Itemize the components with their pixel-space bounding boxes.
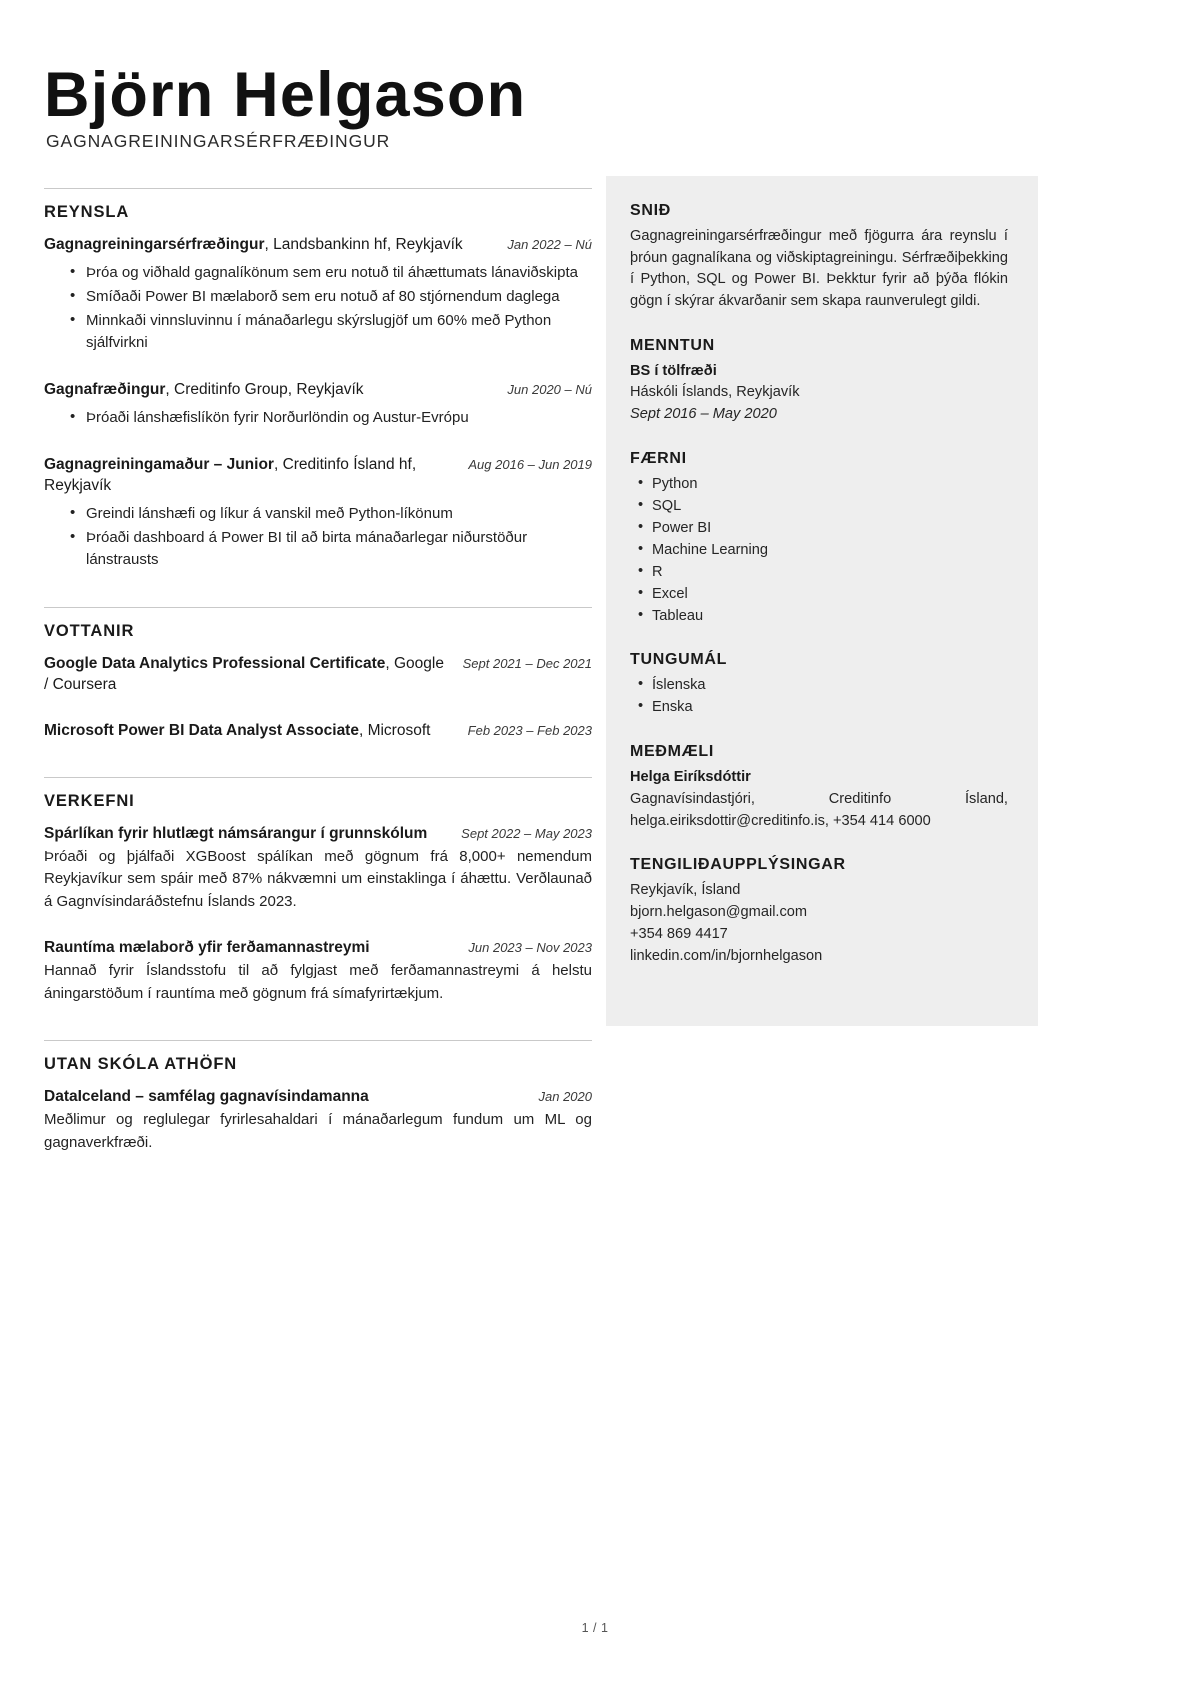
section-certifications — [44, 607, 592, 742]
contact-phone[interactable]: +354 869 4417 — [630, 926, 728, 943]
sidebar-title-profile: SNIÐ — [630, 202, 672, 220]
entry-title — [44, 721, 456, 742]
spacer — [44, 709, 592, 721]
list-item: • Þróaði lánshæfislíkön fyrir Norðurlöndin og Austur-Evrópu — [70, 407, 592, 430]
sidebar-section-references — [630, 743, 1008, 832]
profile-text: Gagnagreiningarsérfræðingur með fjögurra ára reynslu í þróun gagnalíkana og viðskiptagreiningu. Sérfræðiþekking í Python, SQL og Power BI. Þekktur fyrir að þýða flókin gögn í skýrar ákvarðanir sem skapa raunverulegt gildi. — [630, 228, 1008, 309]
entry-org: , Microsoft — [358, 722, 431, 740]
entry-header — [44, 380, 592, 401]
entry-role: Gagnagreiningamaður – Junior — [44, 455, 274, 473]
list-item: • Greindi lánshæfi og líkur á vanskil með Python-líkönum — [70, 503, 592, 526]
entry-header — [44, 654, 592, 696]
entry-header — [44, 455, 592, 497]
list-item: • Machine Learning — [638, 540, 1008, 562]
section-projects — [44, 777, 592, 1005]
main-column — [0, 188, 592, 1167]
list-item: • Íslenska — [638, 675, 1008, 697]
entry-date: Feb 2023 – Feb 2023 — [467, 723, 592, 739]
entry-role: Microsoft Power BI Data Analyst Associate — [44, 722, 359, 740]
section-divider — [44, 188, 592, 189]
entry-org: , Landsbankinn hf, Reykjavík — [264, 236, 463, 254]
project-entry — [44, 824, 592, 913]
experience-entry — [44, 380, 592, 430]
entry-title — [44, 1087, 527, 1108]
sidebar-title-skills: FÆRNI — [630, 450, 687, 468]
section-title-projects: VERKEFNI — [44, 791, 135, 810]
list-item: • Power BI — [638, 518, 1008, 540]
entry-header — [44, 721, 592, 742]
entry-org: , Creditinfo Ísland hf, Reykjavík — [44, 455, 417, 494]
section-divider — [44, 777, 592, 778]
entry-header — [44, 1087, 592, 1108]
extracurricular-entry — [44, 1087, 592, 1154]
list-item: • Excel — [638, 584, 1008, 606]
entry-bullets — [44, 503, 592, 572]
list-item: • Minnkaði vinnsluvinnu í mánaðarlegu skýrslugjöf um 60% með Python sjálfvirkni — [70, 310, 592, 356]
education-school: Háskóli Íslands, Reykjavík — [630, 384, 800, 401]
list-item: • Smíðaði Power BI mælaborð sem eru notuð af 80 stjórnendum daglega — [70, 286, 592, 309]
entry-bullets — [44, 407, 592, 430]
entry-org: , Google / Coursera — [44, 655, 444, 694]
candidate-name: Björn Helgason — [44, 60, 527, 130]
project-entry — [44, 938, 592, 1005]
list-item: • Enska — [638, 697, 1008, 719]
reference-name: Helga Eiríksdóttir — [630, 769, 751, 786]
entry-title — [44, 380, 495, 401]
sidebar-section-skills — [630, 450, 1008, 627]
entry-header — [44, 235, 592, 256]
entry-description: Þróaði og þjálfaði XGBoost spálíkan með gögnum frá 8,000+ nemendum Reykjavíkur sem spáir með 87% nákvæmni um einstaklinga í áhættu. Verðlaunað á Gagnvísindaráðstefnu Íslands 2023. — [44, 847, 592, 910]
entry-role: Spárlíkan fyrir hlutlægt námsárangur í grunnskólum — [44, 824, 428, 842]
sidebar-section-languages — [630, 651, 1008, 719]
experience-entry — [44, 455, 592, 572]
resume-body — [0, 188, 1190, 1167]
list-item: • Þróaði dashboard á Power BI til að birta mánaðarlegar niðurstöður lánstrausts — [70, 527, 592, 573]
reference-detail: Gagnavísindastjóri, Creditinfo Ísland, helga.eiriksdottir@creditinfo.is, +354 414 6000 — [630, 791, 1008, 829]
sidebar-column — [606, 176, 1038, 1026]
entry-date: Jan 2020 — [538, 1089, 592, 1105]
entry-org: , Creditinfo Group, Reykjavík — [165, 381, 364, 399]
contact-location: Reykjavík, Ísland — [630, 882, 741, 899]
spacer — [44, 368, 592, 380]
skills-list — [630, 474, 1008, 627]
entry-role: Gagnafræðingur — [44, 381, 166, 399]
page-footer: 1 / 1 — [581, 1621, 609, 1635]
entry-date: Jan 2022 – Nú — [507, 237, 592, 253]
sidebar-title-references: MEÐMÆLI — [630, 743, 715, 761]
sidebar-title-education: MENNTUN — [630, 336, 715, 354]
spacer — [44, 755, 592, 777]
list-item: • Þróa og viðhald gagnalíkönum sem eru notuð til áhættumats lánaviðskipta — [70, 262, 592, 285]
experience-entry — [44, 235, 592, 355]
entry-date: Jun 2020 – Nú — [507, 382, 592, 398]
entry-date: Sept 2022 – May 2023 — [461, 825, 592, 841]
sidebar-title-languages: TUNGUMÁL — [630, 651, 728, 669]
section-title-certifications: VOTTANIR — [44, 622, 135, 641]
entry-header — [44, 824, 592, 845]
entry-title — [44, 235, 495, 256]
entry-title — [44, 938, 456, 959]
entry-date: Jun 2023 – Nov 2023 — [468, 940, 592, 956]
list-item: • Tableau — [638, 606, 1008, 628]
entry-title — [44, 455, 456, 497]
section-title-extracurricular: UTAN SKÓLA ATHÖFN — [44, 1055, 238, 1074]
entry-role: Google Data Analytics Professional Certificate — [44, 655, 386, 673]
spacer — [44, 585, 592, 607]
certification-entry — [44, 654, 592, 696]
languages-list — [630, 675, 1008, 719]
section-divider — [44, 607, 592, 608]
list-item: • SQL — [638, 496, 1008, 518]
sidebar-section-education — [630, 337, 1008, 427]
sidebar-title-contact: TENGILIÐAUPPLÝSINGAR — [630, 856, 846, 874]
list-item: • Python — [638, 474, 1008, 496]
entry-header — [44, 938, 592, 959]
resume-header — [0, 0, 1190, 152]
spacer — [44, 1018, 592, 1040]
spacer — [44, 443, 592, 455]
education-degree: BS í tölfræði — [630, 362, 717, 379]
entry-role: DataIceland – samfélag gagnavísindamanna — [44, 1088, 369, 1106]
entry-description: Meðlimur og reglulegar fyrirlesahaldari í mánaðarlegum fundum um ML og gagnaverkfræði. — [44, 1111, 592, 1151]
certification-entry — [44, 721, 592, 742]
spacer — [44, 926, 592, 938]
sidebar-section-contact — [630, 856, 1008, 968]
entry-bullets — [44, 262, 592, 355]
list-item: • R — [638, 562, 1008, 584]
entry-title — [44, 824, 449, 845]
section-divider — [44, 1040, 592, 1041]
entry-date: Sept 2021 – Dec 2021 — [462, 656, 592, 672]
candidate-subtitle: GAGNAGREININGARSÉRFRÆÐINGUR — [46, 131, 391, 152]
education-date: Sept 2016 – May 2020 — [630, 406, 777, 423]
entry-role: Gagnagreiningarsérfræðingur — [44, 236, 265, 254]
section-extracurricular — [44, 1040, 592, 1154]
sidebar-section-profile — [630, 202, 1008, 312]
entry-role: Rauntíma mælaborð yfir ferðamannastreymi — [44, 939, 370, 957]
entry-title — [44, 654, 451, 696]
contact-email[interactable]: bjorn.helgason@gmail.com — [630, 904, 808, 921]
contact-linkedin[interactable]: linkedin.com/in/bjornhelgason — [630, 947, 823, 964]
entry-date: Aug 2016 – Jun 2019 — [468, 456, 592, 472]
entry-description: Hannað fyrir Íslandsstofu til að fylgjast með ferðamannastreymi á helstu áningarstöðum í rauntíma með gögnum frá símafyrirtækjum. — [44, 962, 592, 1002]
section-title-experience: REYNSLA — [44, 203, 130, 222]
section-experience — [44, 188, 592, 572]
